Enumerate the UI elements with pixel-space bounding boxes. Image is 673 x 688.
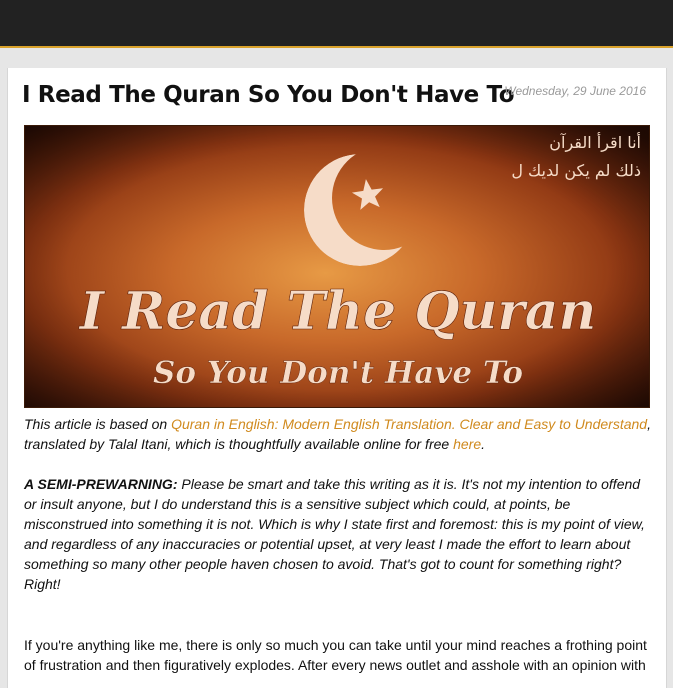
warning-text: Please be smart and take this writing as it is. It's not my intention to offend or insult anyone, but I do understand this is a sensitive subject which could, at points, be misconstrued into something it is not. Which is why I state first and foremost: this is my point of view, and regardless of any inaccuracies or potential upset, at very least I made the effort to learn about something so many other people haven chosen to avoid. That's got to count for something right? Right!: [24, 476, 645, 592]
intro-text: This article is based on: [24, 416, 172, 432]
body-paragraph: If you're anything like me, there is only so much you can take until your mind reaches a frothing point of frustration and then figuratively explodes. After every news outlet and asshole with an opinion with: [24, 637, 647, 673]
banner-image: [24, 125, 650, 408]
post-card: [7, 68, 667, 688]
post-date: Wednesday, 29 June 2016: [504, 84, 646, 98]
crescent-icon: [304, 154, 416, 266]
intro-text-continued: , translated by Talal Itani, which is thoughtfully available online for free: [24, 416, 651, 452]
site-header-bar: [0, 0, 673, 48]
intro-paragraph: [24, 414, 652, 454]
quran-translation-link[interactable]: Quran in English: Modern English Translation. Clear and Easy to Understand: [171, 416, 648, 432]
banner-arabic-line-2: ذلك لم يكن لديك ل: [511, 161, 641, 180]
here-link[interactable]: here: [453, 436, 482, 452]
banner-sub-text: So You Don't Have To: [152, 355, 524, 391]
intro-text-end: .: [481, 436, 485, 452]
article-body: [24, 414, 652, 675]
warning-paragraph: [24, 474, 652, 594]
post-title[interactable]: I Read The Quran So You Don't Have To: [22, 82, 515, 108]
banner-main-text: I Read The Quran: [79, 281, 597, 342]
banner-arabic-line-1: أنا اقرأ القرآن: [549, 133, 641, 152]
warning-label: A SEMI-PREWARNING:: [24, 476, 178, 492]
